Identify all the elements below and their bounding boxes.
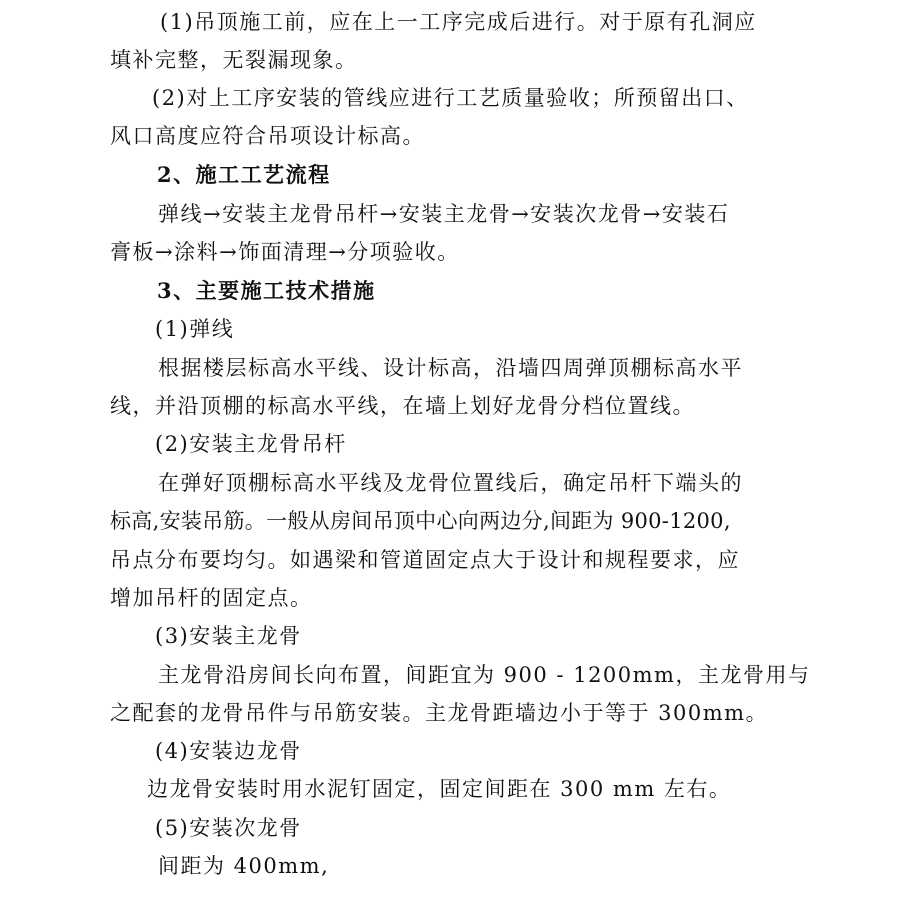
paragraph-line: 根据楼层标高水平线、设计标高，沿墙四周弹顶棚标高水平 bbox=[158, 356, 743, 380]
subsection-heading: (2)安装主龙骨吊杆 bbox=[155, 432, 347, 456]
paragraph-line: 弹线→安装主龙骨吊杆→安装主龙骨→安装次龙骨→安装石 bbox=[158, 202, 730, 226]
paragraph-line: (1)吊顶施工前，应在上一工序完成后进行。对于原有孔洞应 bbox=[160, 10, 757, 34]
paragraph-line: 增加吊杆的固定点。 bbox=[110, 586, 313, 610]
section-heading: 2、施工工艺流程 bbox=[157, 162, 331, 187]
subsection-heading: (5)安装次龙骨 bbox=[155, 816, 302, 840]
subsection-heading: (3)安装主龙骨 bbox=[155, 624, 302, 648]
paragraph-line: 间距为 400mm, bbox=[158, 854, 330, 878]
section-heading: 3、主要施工技术措施 bbox=[157, 278, 376, 303]
paragraph-line: 之配套的龙骨吊件与吊筋安装。主龙骨距墙边小于等于 300mm。 bbox=[110, 701, 769, 725]
paragraph-line: 风口高度应符合吊项设计标高。 bbox=[110, 124, 425, 148]
subsection-heading: (4)安装边龙骨 bbox=[155, 739, 302, 763]
paragraph-line: 线，并沿顶棚的标高水平线，在墙上划好龙骨分档位置线。 bbox=[110, 394, 695, 418]
paragraph-line: 标高,安装吊筋。一般从房间吊顶中心向两边分,间距为 900-1200, bbox=[110, 509, 731, 533]
paragraph-line: 填补完整，无裂漏现象。 bbox=[110, 48, 358, 72]
subsection-heading: (1)弹线 bbox=[155, 317, 235, 341]
paragraph-line: 在弹好顶棚标高水平线及龙骨位置线后，确定吊杆下端头的 bbox=[158, 471, 743, 495]
paragraph-line: 吊点分布要均匀。如遇梁和管道固定点大于设计和规程要求，应 bbox=[110, 548, 740, 572]
paragraph-line: 膏板→涂料→饰面清理→分项验收。 bbox=[110, 240, 460, 264]
paragraph-line: (2)对上工序安装的管线应进行工艺质量验收；所预留出口、 bbox=[152, 86, 749, 110]
paragraph-line: 边龙骨安装时用水泥钉固定，固定间距在 300 mm 左右。 bbox=[147, 777, 732, 801]
paragraph-line: 主龙骨沿房间长向布置，间距宜为 900 - 1200mm，主龙骨用与 bbox=[158, 663, 811, 687]
